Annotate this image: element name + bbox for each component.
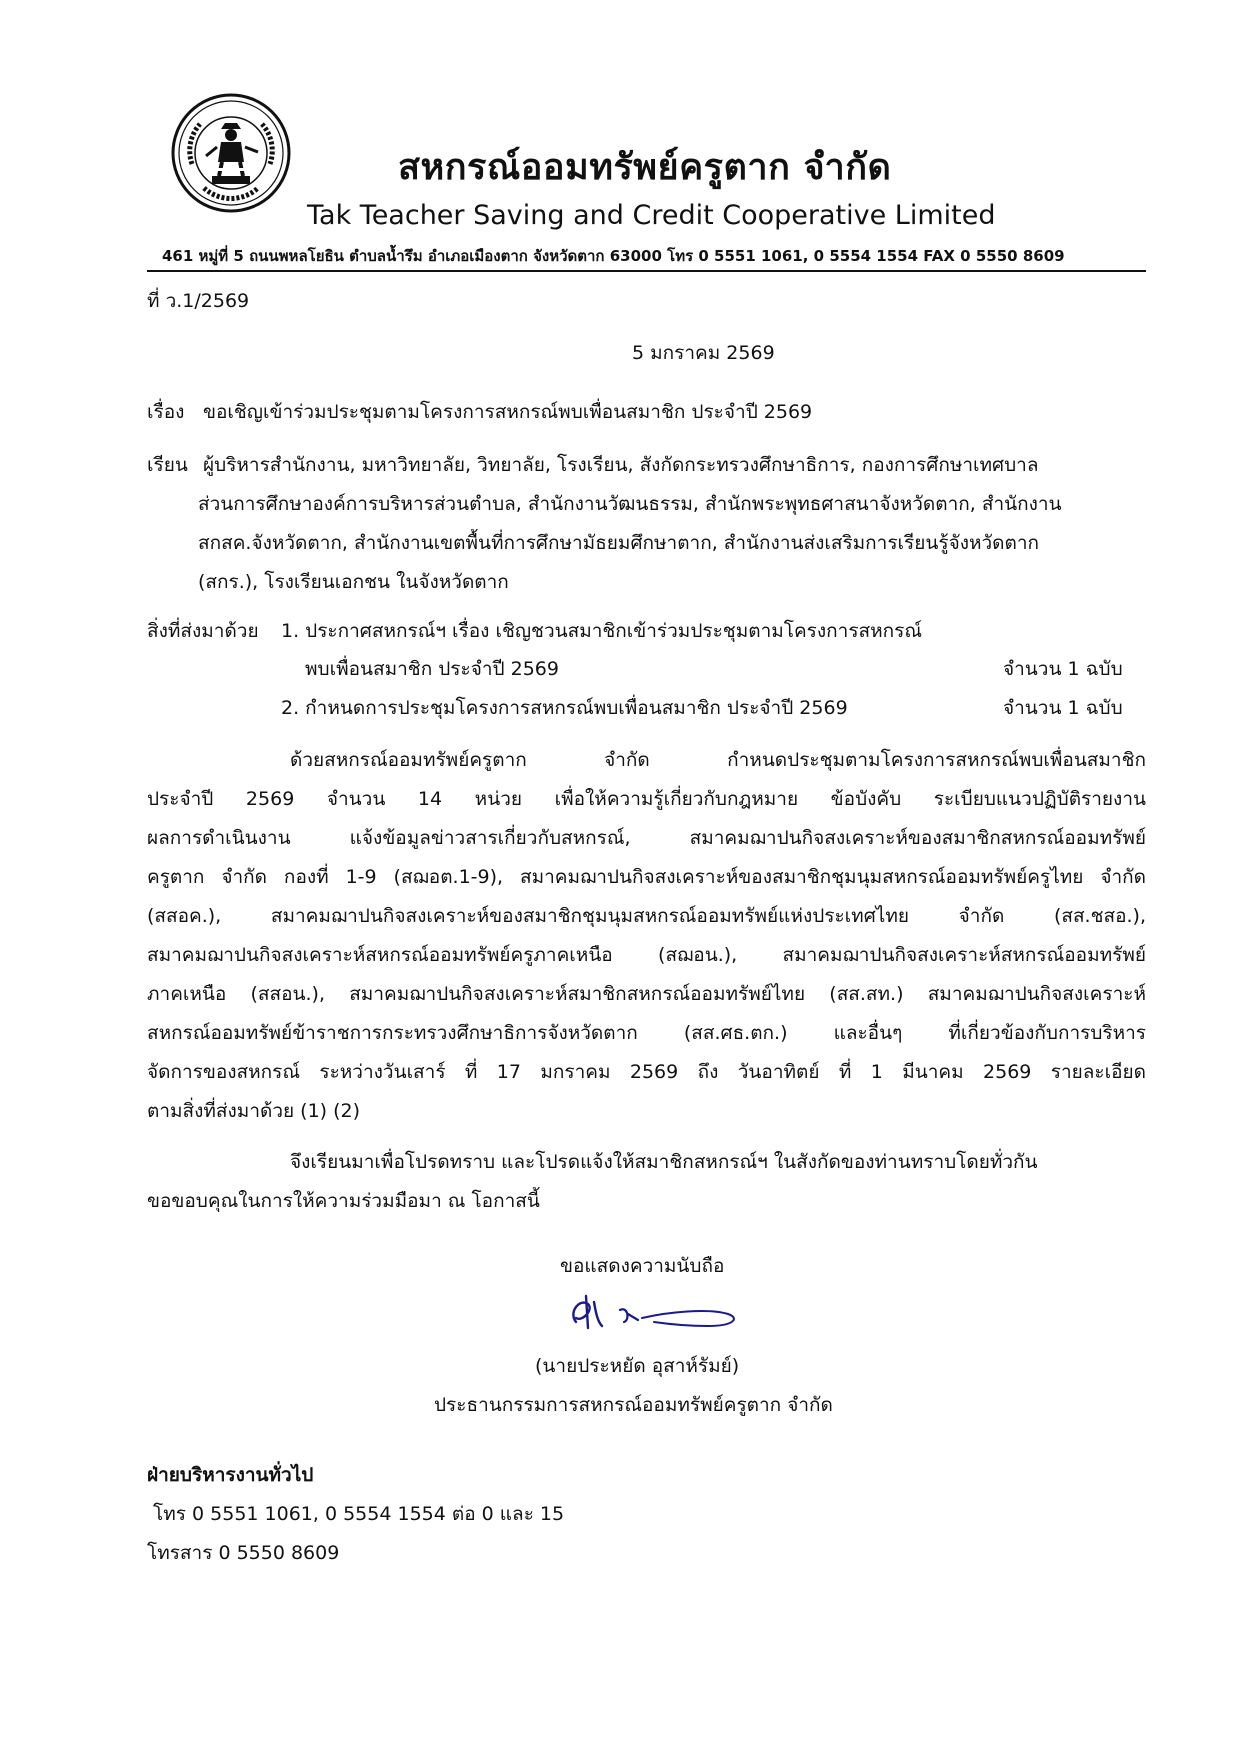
cooperative-seal-icon — [170, 92, 292, 214]
recipient-line: (สกร.), โรงเรียนเอกชน ในจังหวัดตาก — [198, 571, 509, 593]
enclosures-label: สิ่งที่ส่งมาด้วย — [147, 620, 259, 642]
recipient-line: ส่วนการศึกษาองค์การบริหารส่วนตำบล, สำนักงานวัฒนธรรม, สำนักพระพุทธศาสนาจังหวัดตาก, สำนักงาน — [198, 493, 1062, 515]
recipient-line: ผู้บริหารสำนักงาน, มหาวิทยาลัย, วิทยาลัย, โรงเรียน, สังกัดกระทรวงศึกษาธิการ, กองการศึกษาเทศบาล — [203, 454, 1039, 476]
body-paragraph-line: จัดการของสหกรณ์ ระหว่างวันเสาร์ ที่ 17 มกราคม 2569 ถึง วันอาทิตย์ ที่ 1 มีนาคม 2569 รายละเอียด — [147, 1061, 1146, 1083]
signer-name: (นายประหยัด อุสาห์รัมย์) — [535, 1355, 740, 1377]
letter-date: 5 มกราคม 2569 — [632, 342, 775, 364]
body-paragraph-line: ภาคเหนือ (สสอน.), สมาคมฌาปนกิจสงเคราะห์สมาชิกสหกรณ์ออมทรัพย์ไทย (สส.สท.) สมาคมฌาปนกิจสงเคราะห์ — [147, 983, 1146, 1005]
department-phone: โทร 0 5551 1061, 0 5554 1554 ต่อ 0 และ 15 — [147, 1503, 565, 1525]
enclosure-item-continued: พบเพื่อนสมาชิก ประจำปี 2569 — [305, 658, 559, 680]
enclosure-copies: จำนวน 1 ฉบับ — [1003, 658, 1123, 680]
recipient-line: สกสค.จังหวัดตาก, สำนักงานเขตพื้นที่การศึกษามัธยมศึกษาตาก, สำนักงานส่งเสริมการเรียนรู้จังหวัดตาก — [198, 532, 1040, 554]
body-paragraph-line: (สสอค.), สมาคมฌาปนกิจสงเคราะห์ของสมาชิกชุมนุมสหกรณ์ออมทรัพย์แห่งประเทศไทย จำกัด (สส.ชสอ.), — [147, 905, 1146, 927]
department-name: ฝ่ายบริหารงานทั่วไป — [147, 1464, 314, 1486]
body-paragraph-line: ครูตาก จำกัด กองที่ 1-9 (สฌอต.1-9), สมาคมฌาปนกิจสงเคราะห์ของสมาชิกชุมนุมสหกรณ์ออมทรัพย์ครูไทย จำกัด — [147, 866, 1146, 888]
closing-paragraph-line: จึงเรียนมาเพื่อโปรดทราบ และโปรดแจ้งให้สมาชิกสหกรณ์ฯ ในสังกัดของท่านทราบโดยทั่วกัน — [290, 1151, 1038, 1173]
subject-text: ขอเชิญเข้าร่วมประชุมตามโครงการสหกรณ์พบเพื่อนสมาชิก ประจำปี 2569 — [203, 401, 813, 423]
handwritten-signature-icon — [558, 1292, 744, 1336]
closing-salutation: ขอแสดงความนับถือ — [560, 1255, 725, 1277]
reference-number: ที่ ว.1/2569 — [147, 290, 250, 312]
header-divider — [147, 270, 1146, 272]
organization-name-thai: สหกรณ์ออมทรัพย์ครูตาก จำกัด — [398, 147, 892, 188]
enclosure-item: 2. กำหนดการประชุมโครงการสหกรณ์พบเพื่อนสมาชิก ประจำปี 2569 — [281, 697, 848, 719]
enclosure-item: 1. ประกาศสหกรณ์ฯ เรื่อง เชิญชวนสมาชิกเข้าร่วมประชุมตามโครงการสหกรณ์ — [281, 620, 922, 642]
body-paragraph-line: สมาคมฌาปนกิจสงเคราะห์สหกรณ์ออมทรัพย์ครูภาคเหนือ (สฌอน.), สมาคมฌาปนกิจสงเคราะห์สหกรณ์ออมทรัพย์ — [147, 944, 1146, 966]
signer-title: ประธานกรรมการสหกรณ์ออมทรัพย์ครูตาก จำกัด — [434, 1394, 833, 1416]
closing-paragraph-line: ขอขอบคุณในการให้ความร่วมมือมา ณ โอกาสนี้ — [147, 1190, 540, 1212]
body-paragraph-line: สหกรณ์ออมทรัพย์ข้าราชการกระทรวงศึกษาธิการจังหวัดตาก (สส.ศธ.ตก.) และอื่นๆ ที่เกี่ยวข้องกับการบริหาร — [147, 1022, 1146, 1044]
body-paragraph-line: ตามสิ่งที่ส่งมาด้วย (1) (2) — [147, 1100, 361, 1122]
body-paragraph-line: ด้วยสหกรณ์ออมทรัพย์ครูตาก จำกัด กำหนดประชุมตามโครงการสหกรณ์พบเพื่อนสมาชิก — [290, 749, 1146, 771]
enclosure-copies: จำนวน 1 ฉบับ — [1003, 697, 1123, 719]
body-paragraph-line: ผลการดำเนินงาน แจ้งข้อมูลข่าวสารเกี่ยวกับสหกรณ์, สมาคมฌาปนกิจสงเคราะห์ของสมาชิกสหกรณ์ออมทรัพย์ — [147, 827, 1146, 849]
department-fax: โทรสาร 0 5550 8609 — [147, 1542, 340, 1564]
organization-name-english: Tak Teacher Saving and Credit Cooperative Limited — [307, 200, 996, 231]
subject-label: เรื่อง — [147, 401, 185, 423]
organization-address: 461 หมู่ที่ 5 ถนนพหลโยธิน ตำบลน้ำรึม อำเภอเมืองตาก จังหวัดตาก 63000 โทร 0 5551 1061, 0 5554 1554 FAX 0 5550 8609 — [162, 247, 1065, 265]
recipient-label: เรียน — [147, 454, 188, 476]
body-paragraph-line: ประจำปี 2569 จำนวน 14 หน่วย เพื่อให้ความรู้เกี่ยวกับกฎหมาย ข้อบังคับ ระเบียบแนวปฏิบัติรายงาน — [147, 788, 1146, 810]
